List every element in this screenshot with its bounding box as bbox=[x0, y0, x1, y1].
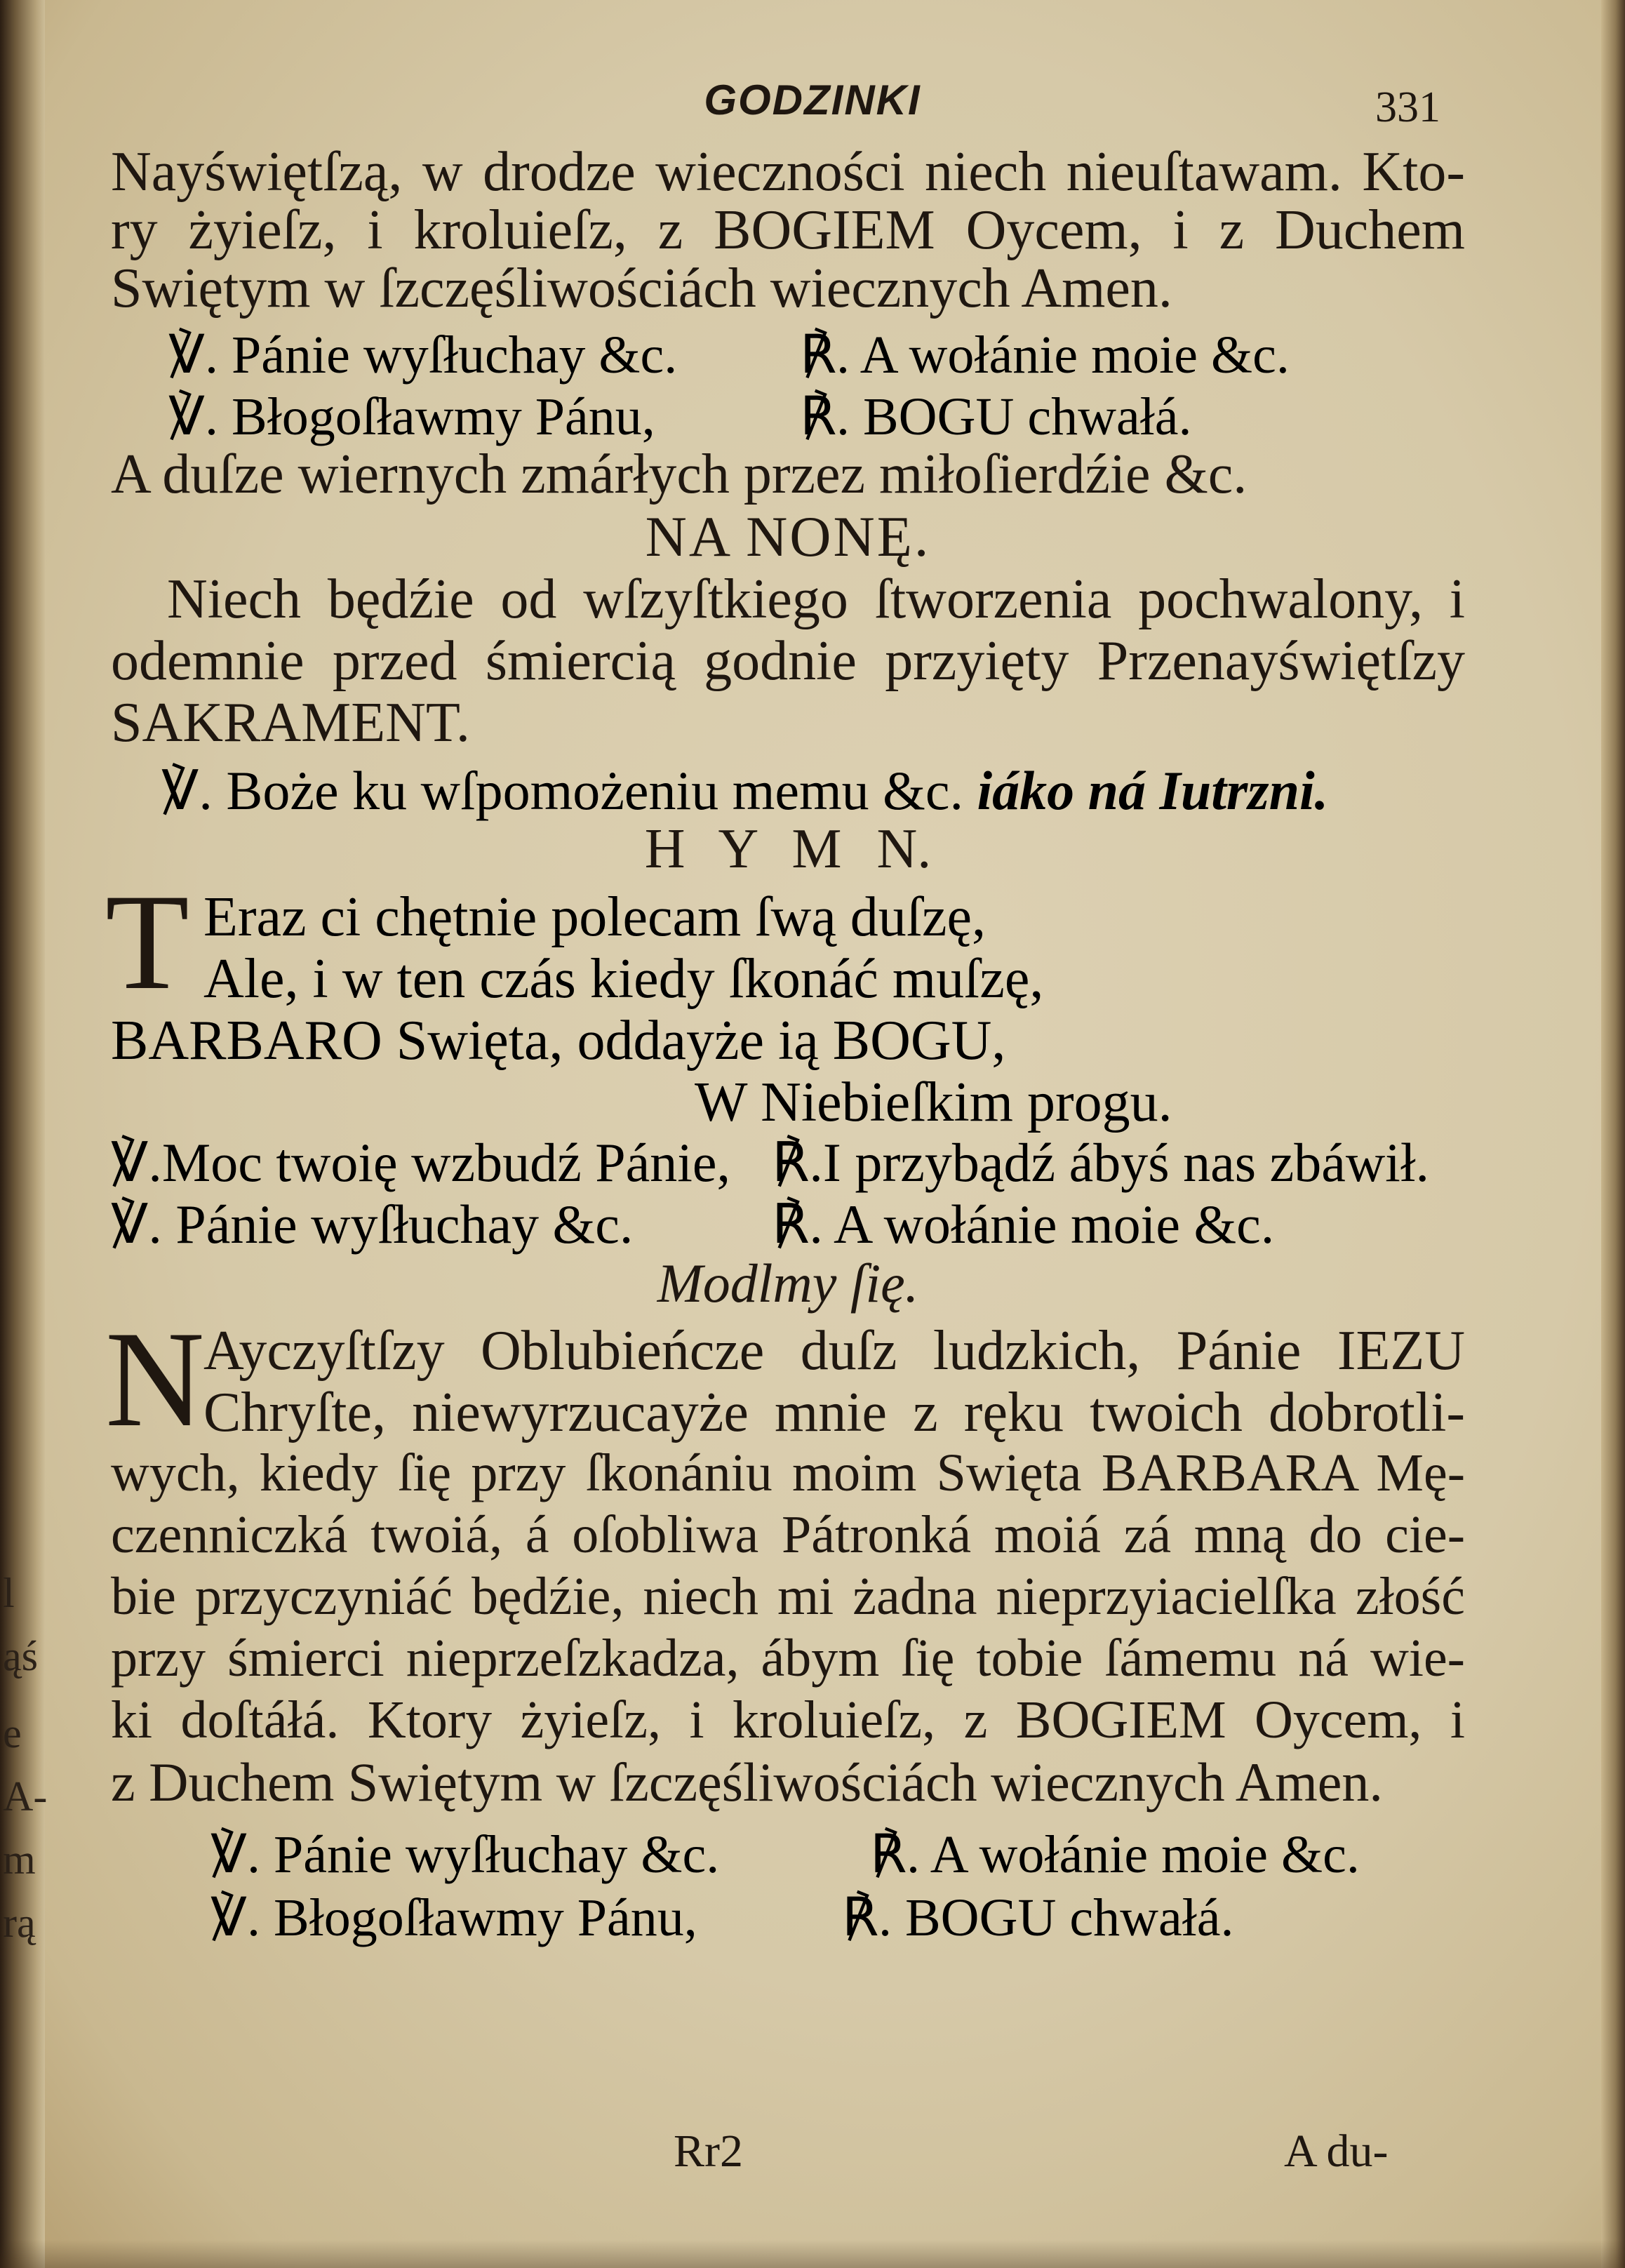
gutter-fragment: A- bbox=[3, 1773, 48, 1820]
versicle: ℣. Błogoſławmy Pánu, bbox=[210, 1888, 697, 1947]
prayer-title: Modlmy ſię. bbox=[657, 1253, 919, 1314]
text-line: Nayświętſzą, w drodze wieczności niech nieuſtawam. Kto- bbox=[111, 141, 1465, 203]
text-line: odemnie przed śmiercią godnie przyięty Przenayświętſzy bbox=[111, 630, 1465, 692]
gutter-fragment: l bbox=[3, 1570, 15, 1616]
text-line: wych, kiedy ſię przy ſkonániu moim Swięta BARBARA Mę- bbox=[111, 1443, 1465, 1502]
response: ℟.I przybądź ábyś nas zbáwił. bbox=[772, 1132, 1430, 1193]
hymn-line: Eraz ci chętnie polecam ſwą duſzę, bbox=[203, 886, 986, 948]
versicle: ℣.Moc twoię wzbudź Pánie, bbox=[111, 1132, 730, 1193]
text-line: ki doſtáłá. Ktory żyieſz, i kroluieſz, z BOGIEM Oycem, i bbox=[111, 1690, 1465, 1749]
rubric: iáko ná Iutrzni. bbox=[977, 760, 1329, 821]
response: ℟. A wołánie moie &c. bbox=[800, 326, 1290, 385]
page-edge bbox=[1601, 0, 1625, 2268]
versicle: ℣. Pánie wyſłuchay &c. bbox=[210, 1825, 720, 1884]
versicle: ℣. Pánie wyſłuchay &c. bbox=[168, 326, 678, 385]
text-line: Chryſte, niewyrzucayże mnie z ręku twoich dobrotli- bbox=[203, 1382, 1465, 1443]
gutter-fragment: m bbox=[3, 1836, 36, 1883]
hymn-title: H Y M N. bbox=[644, 818, 932, 880]
versicle: ℣. Pánie wyſłuchay &c. bbox=[111, 1194, 634, 1255]
response: ℟. BOGU chwałá. bbox=[842, 1888, 1234, 1947]
drop-cap: T bbox=[105, 866, 189, 1018]
text-line: A duſze wiernych zmárłych przez miłoſierdźie &c. bbox=[111, 443, 1248, 505]
response: ℟. A wołánie moie &c. bbox=[870, 1825, 1360, 1884]
response: ℟. BOGU chwałá. bbox=[800, 387, 1192, 446]
response: ℟. A wołánie moie &c. bbox=[772, 1194, 1275, 1255]
hymn-line: W Niebieſkim progu. bbox=[695, 1072, 1172, 1133]
text-line: przy śmierci nieprzeſzkadza, ábym ſię tobie ſámemu ná wie- bbox=[111, 1629, 1465, 1688]
running-title: GODZINKI bbox=[704, 76, 921, 124]
signature-mark: Rr2 bbox=[674, 2126, 743, 2177]
text-line: bie przyczyniáć będźie, niech mi żadna nieprzyiacielſka złość bbox=[111, 1567, 1465, 1626]
catchword: A du- bbox=[1284, 2126, 1389, 2177]
hymn-line: BARBARO Swięta, oddayże ią BOGU, bbox=[111, 1010, 1006, 1072]
text-line: Swiętym w ſzczęśliwościách wiecznych Amen. bbox=[111, 258, 1172, 319]
versicle-intro bbox=[161, 759, 1328, 822]
gutter-fragment: ąś bbox=[3, 1633, 38, 1679]
text-line: SAKRAMENT. bbox=[111, 692, 470, 754]
gutter-fragment: e bbox=[3, 1710, 22, 1756]
versicle-text: ℣. Boże ku wſpomożeniu memu &c. bbox=[161, 760, 963, 821]
page-bottom-shadow bbox=[0, 2240, 1625, 2268]
section-title: NA NONĘ. bbox=[645, 505, 931, 568]
text-line: Niech będźie od wſzyſtkiego ſtworzenia pochwalony, i bbox=[167, 568, 1465, 630]
facing-page-gutter bbox=[0, 0, 48, 2268]
drop-cap: N bbox=[105, 1303, 205, 1455]
text-line: czenniczká twoiá, á oſobliwa Pátronká moiá zá mną do cie- bbox=[111, 1505, 1465, 1564]
text-line: z Duchem Swiętym w ſzczęśliwościách wiecznych Amen. bbox=[111, 1752, 1383, 1813]
gutter-fragment: rą bbox=[3, 1900, 36, 1946]
text-line: ry żyieſz, i kroluieſz, z BOGIEM Oycem, i z Duchem bbox=[111, 199, 1465, 261]
hymn-line: Ale, i w ten czás kiedy ſkonáć muſzę, bbox=[203, 948, 1044, 1010]
versicle: ℣. Błogoſławmy Pánu, bbox=[168, 387, 655, 446]
page-number: 331 bbox=[1375, 84, 1440, 131]
text-line: Ayczyſtſzy Oblubieńcze duſz ludzkich, Pánie IEZU bbox=[203, 1320, 1465, 1382]
